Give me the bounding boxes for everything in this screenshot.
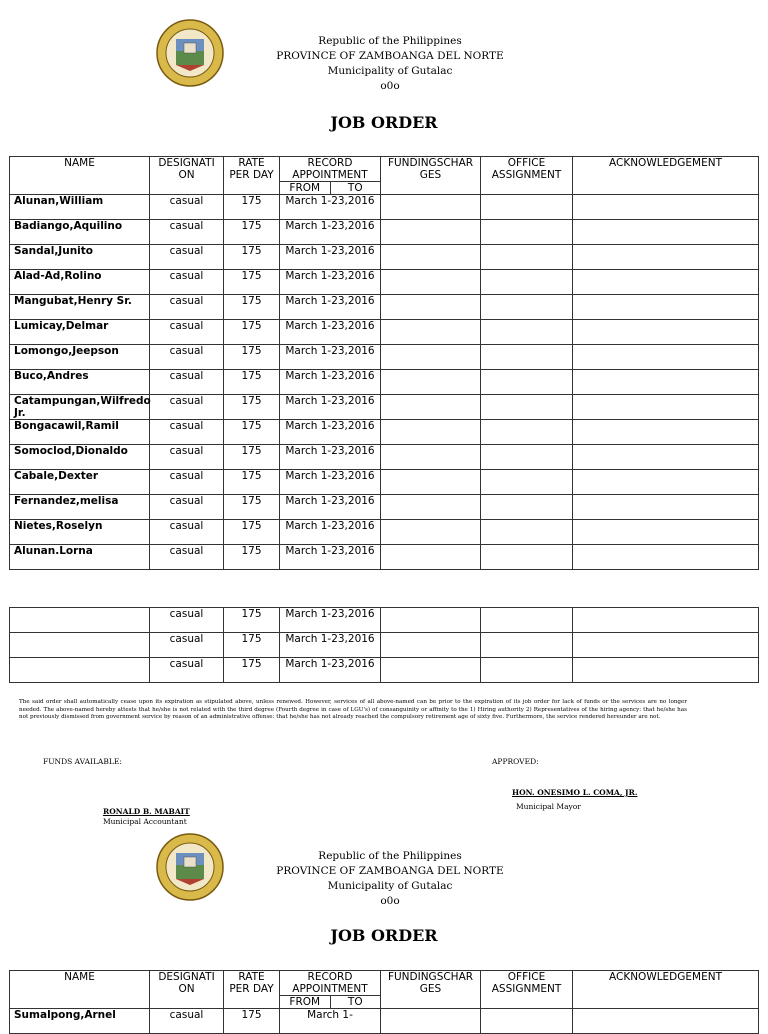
cell-name: Lumicay,Delmar <box>10 320 150 345</box>
accountant-name: RONALD B. MABAIT <box>103 807 190 816</box>
cell-funding <box>381 608 481 633</box>
cell-rate: 175 <box>224 608 280 633</box>
cell-rate: 175 <box>224 495 280 520</box>
cell-office <box>481 633 573 658</box>
cell-designation: casual <box>150 420 224 445</box>
cell-rate: 175 <box>224 420 280 445</box>
col-header-to: TO <box>347 996 363 1008</box>
cell-office <box>481 395 573 420</box>
cell-funding <box>381 195 481 220</box>
mayor-name: HON. ONESIMO L. COMA, JR. <box>512 788 638 797</box>
cell-period: March 1-23,2016 <box>280 395 381 420</box>
mayor-title: Municipal Mayor <box>516 802 581 811</box>
table-row <box>10 658 759 683</box>
cell-ack <box>573 520 759 545</box>
cell-name: Alad-Ad,Rolino <box>10 270 150 295</box>
cell-funding <box>381 633 481 658</box>
job-order-table-2 <box>9 970 759 1034</box>
header-province: PROVINCE OF ZAMBOANGA DEL NORTE <box>276 50 504 62</box>
col-header-ack: ACKNOWLEDGEMENT <box>573 971 759 1009</box>
table-row <box>10 445 759 470</box>
cell-funding <box>381 470 481 495</box>
cell-ack <box>573 495 759 520</box>
cell-name: Somoclod,Dionaldo <box>10 445 150 470</box>
terms-paragraph: The said order shall automatically cease upon its expiration as stipulated above, unless renewed. However, services of all above-named can be prior to the expiration of its job order for lack of funds or the services are no longer needed. The above-named hereby attests that he/she is not related with the third degree (Fourth degree in case of LGU's) of consanguinity or affinity to the 1) Hiring authority 2) Representatives of the hiring agency: that he/she has not previously dismissed from government service by reason of an administrative offense: that he/she has not already reached the compulsory retirement age of sixty five. Furthermore, the service rendered hereunder are not. <box>19 699 687 720</box>
cell-ack <box>573 608 759 633</box>
col-header-record-label: RECORD APPOINTMENT <box>292 971 368 995</box>
col-header-office: OFFICE ASSIGNMENT <box>481 157 573 195</box>
cell-funding <box>381 1009 481 1034</box>
header-province: PROVINCE OF ZAMBOANGA DEL NORTE <box>276 865 504 877</box>
table-row <box>10 345 759 370</box>
cell-designation: casual <box>150 220 224 245</box>
cell-funding <box>381 520 481 545</box>
cell-office <box>481 320 573 345</box>
cell-funding <box>381 245 481 270</box>
cell-designation: casual <box>150 195 224 220</box>
cell-rate: 175 <box>224 320 280 345</box>
col-header-record <box>280 157 381 195</box>
cell-ack <box>573 395 759 420</box>
cell-period: March 1-23,2016 <box>280 520 381 545</box>
cell-period: March 1-23,2016 <box>280 370 381 395</box>
cell-name <box>10 633 150 658</box>
cell-funding <box>381 420 481 445</box>
header-ornament: o0o <box>380 895 400 907</box>
col-header-designation: DESIGNATI ON <box>150 157 224 195</box>
cell-period: March 1-23,2016 <box>280 470 381 495</box>
cell-designation: casual <box>150 1009 224 1034</box>
cell-designation: casual <box>150 545 224 570</box>
cell-rate: 175 <box>224 470 280 495</box>
cell-office <box>481 470 573 495</box>
table-row <box>10 270 759 295</box>
header-block <box>250 34 530 94</box>
cell-office <box>481 420 573 445</box>
job-order-table <box>9 156 759 570</box>
cell-name: Buco,Andres <box>10 370 150 395</box>
table-row <box>10 295 759 320</box>
cell-period: March 1-23,2016 <box>280 445 381 470</box>
cell-funding <box>381 545 481 570</box>
col-header-office: OFFICE ASSIGNMENT <box>481 971 573 1009</box>
col-header-to: TO <box>347 182 363 194</box>
approved-label: APPROVED: <box>492 757 539 766</box>
cell-designation: casual <box>150 395 224 420</box>
cell-period: March 1-23,2016 <box>280 320 381 345</box>
cell-period: March 1-23,2016 <box>280 545 381 570</box>
cell-funding <box>381 370 481 395</box>
table-row <box>10 420 759 445</box>
cell-designation: casual <box>150 245 224 270</box>
cell-designation: casual <box>150 270 224 295</box>
cell-period: March 1- <box>280 1009 381 1034</box>
cell-designation: casual <box>150 520 224 545</box>
cell-designation: casual <box>150 608 224 633</box>
cell-office <box>481 495 573 520</box>
cell-office <box>481 608 573 633</box>
cell-period: March 1-23,2016 <box>280 420 381 445</box>
col-header-from: FROM <box>280 182 331 194</box>
job-order-table-continued <box>9 607 759 683</box>
cell-funding <box>381 445 481 470</box>
cell-rate: 175 <box>224 658 280 683</box>
cell-office <box>481 658 573 683</box>
accountant-title: Municipal Accountant <box>103 817 187 826</box>
cell-period: March 1-23,2016 <box>280 220 381 245</box>
cell-funding <box>381 220 481 245</box>
cell-ack <box>573 658 759 683</box>
cell-rate: 175 <box>224 345 280 370</box>
cell-name <box>10 658 150 683</box>
header-block-2 <box>250 849 530 909</box>
header-municipality: Municipality of Gutalac <box>327 65 453 77</box>
cell-funding <box>381 270 481 295</box>
col-header-funding: FUNDINGSCHAR GES <box>381 157 481 195</box>
cell-rate: 175 <box>224 395 280 420</box>
cell-period: March 1-23,2016 <box>280 495 381 520</box>
table-row <box>10 470 759 495</box>
cell-rate: 175 <box>224 633 280 658</box>
cell-designation: casual <box>150 495 224 520</box>
cell-ack <box>573 1009 759 1034</box>
cell-name: Badiango,Aquilino <box>10 220 150 245</box>
cell-designation: casual <box>150 658 224 683</box>
cell-rate: 175 <box>224 370 280 395</box>
cell-funding <box>381 658 481 683</box>
municipal-seal-icon <box>156 833 224 901</box>
cell-funding <box>381 295 481 320</box>
col-header-designation: DESIGNATI ON <box>150 971 224 1009</box>
cell-name: Fernandez,melisa <box>10 495 150 520</box>
cell-ack <box>573 345 759 370</box>
cell-name: Mangubat,Henry Sr. <box>10 295 150 320</box>
header-ornament: o0o <box>380 80 400 92</box>
cell-name: Alunan.Lorna <box>10 545 150 570</box>
cell-rate: 175 <box>224 545 280 570</box>
cell-name: Cabale,Dexter <box>10 470 150 495</box>
cell-office <box>481 345 573 370</box>
cell-office <box>481 370 573 395</box>
cell-ack <box>573 420 759 445</box>
cell-ack <box>573 320 759 345</box>
cell-name <box>10 608 150 633</box>
table-row <box>10 320 759 345</box>
page-title-2: JOB ORDER <box>330 926 438 945</box>
cell-period: March 1-23,2016 <box>280 608 381 633</box>
cell-ack <box>573 370 759 395</box>
cell-rate: 175 <box>224 220 280 245</box>
cell-designation: casual <box>150 320 224 345</box>
cell-funding <box>381 345 481 370</box>
cell-name: Lomongo,Jeepson <box>10 345 150 370</box>
cell-name: Sandal,Junito <box>10 245 150 270</box>
cell-rate: 175 <box>224 270 280 295</box>
cell-office <box>481 195 573 220</box>
col-header-funding: FUNDINGSCHAR GES <box>381 971 481 1009</box>
cell-ack <box>573 445 759 470</box>
cell-rate: 175 <box>224 295 280 320</box>
cell-rate: 175 <box>224 195 280 220</box>
cell-ack <box>573 220 759 245</box>
col-header-name: NAME <box>10 157 150 195</box>
municipal-seal-icon <box>156 19 224 87</box>
table-row <box>10 220 759 245</box>
cell-name: Bongacawil,Ramil <box>10 420 150 445</box>
cell-rate: 175 <box>224 245 280 270</box>
cell-designation: casual <box>150 370 224 395</box>
cell-office <box>481 245 573 270</box>
cell-ack <box>573 470 759 495</box>
cell-ack <box>573 270 759 295</box>
col-header-from: FROM <box>280 996 331 1008</box>
cell-period: March 1-23,2016 <box>280 345 381 370</box>
cell-office <box>481 545 573 570</box>
header-republic: Republic of the Philippines <box>318 35 462 47</box>
cell-name: Alunan,William <box>10 195 150 220</box>
cell-rate: 175 <box>224 445 280 470</box>
cell-period: March 1-23,2016 <box>280 658 381 683</box>
table-row <box>10 1009 759 1034</box>
cell-funding <box>381 495 481 520</box>
cell-office <box>481 270 573 295</box>
cell-ack <box>573 633 759 658</box>
funds-available-label: FUNDS AVAILABLE: <box>43 757 122 766</box>
cell-period: March 1-23,2016 <box>280 195 381 220</box>
col-header-ack: ACKNOWLEDGEMENT <box>573 157 759 195</box>
cell-designation: casual <box>150 470 224 495</box>
cell-designation: casual <box>150 295 224 320</box>
col-header-record-label: RECORD APPOINTMENT <box>292 157 368 181</box>
cell-period: March 1-23,2016 <box>280 270 381 295</box>
cell-period: March 1-23,2016 <box>280 245 381 270</box>
table-row <box>10 245 759 270</box>
header-municipality: Municipality of Gutalac <box>327 880 453 892</box>
cell-office <box>481 1009 573 1034</box>
col-header-name: NAME <box>10 971 150 1009</box>
cell-ack <box>573 545 759 570</box>
table-row <box>10 370 759 395</box>
cell-rate: 175 <box>224 1009 280 1034</box>
cell-name: Nietes,Roselyn <box>10 520 150 545</box>
cell-ack <box>573 195 759 220</box>
table-row <box>10 545 759 570</box>
col-header-rate: RATE PER DAY <box>224 971 280 1009</box>
cell-period: March 1-23,2016 <box>280 633 381 658</box>
cell-name: Catampungan,Wilfredo Jr. <box>10 395 150 420</box>
cell-office <box>481 520 573 545</box>
cell-office <box>481 445 573 470</box>
col-header-rate: RATE PER DAY <box>224 157 280 195</box>
cell-period: March 1-23,2016 <box>280 295 381 320</box>
table-row <box>10 395 759 420</box>
cell-name: Sumalpong,Arnel <box>10 1009 150 1034</box>
cell-designation: casual <box>150 445 224 470</box>
table-row <box>10 195 759 220</box>
cell-office <box>481 295 573 320</box>
cell-rate: 175 <box>224 520 280 545</box>
cell-funding <box>381 395 481 420</box>
page-title: JOB ORDER <box>330 113 438 132</box>
table-row <box>10 608 759 633</box>
col-header-record <box>280 971 381 1009</box>
cell-ack <box>573 295 759 320</box>
table-row <box>10 495 759 520</box>
header-republic: Republic of the Philippines <box>318 850 462 862</box>
table-row <box>10 520 759 545</box>
cell-designation: casual <box>150 345 224 370</box>
table-row <box>10 633 759 658</box>
cell-funding <box>381 320 481 345</box>
cell-office <box>481 220 573 245</box>
cell-ack <box>573 245 759 270</box>
cell-designation: casual <box>150 633 224 658</box>
